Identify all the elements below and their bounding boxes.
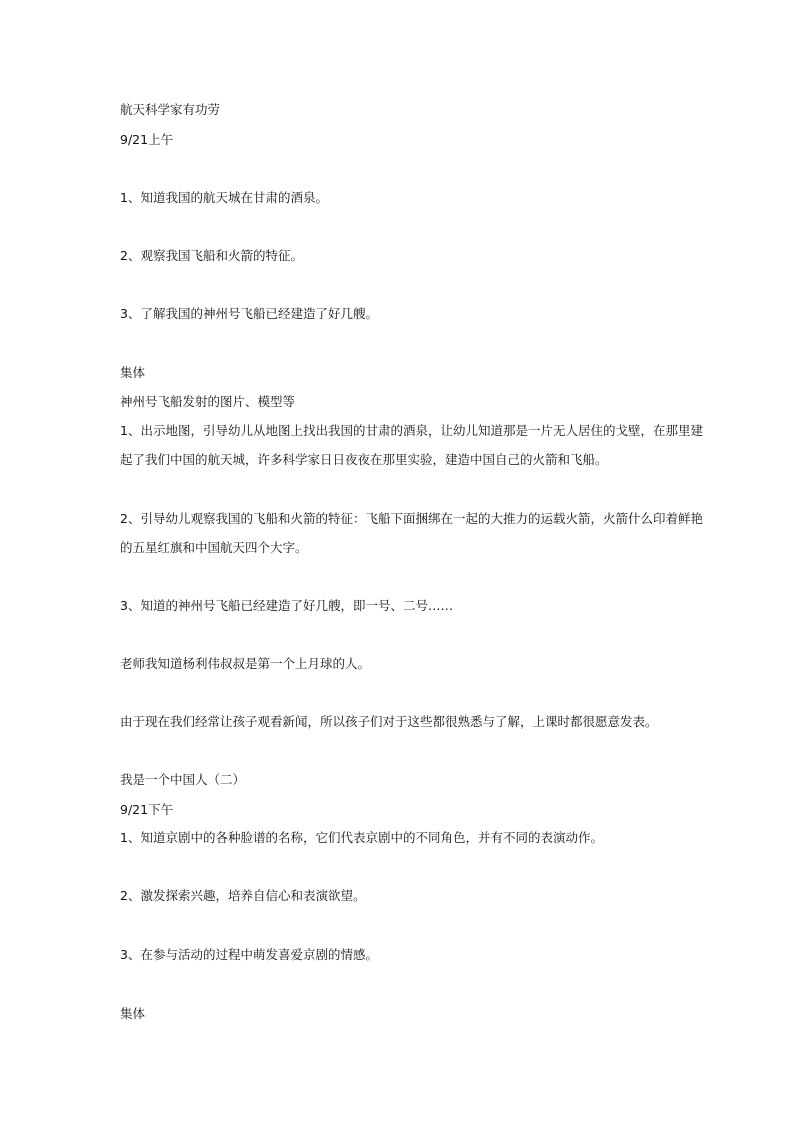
lesson1-step2-line2: 的五星红旗和中国航天四个大字。	[120, 540, 308, 555]
lesson1-child-quote: 老师我知道杨利伟叔叔是第一个上月球的人。	[120, 656, 371, 671]
lesson2-goal-3: 3、在参与活动的过程中萌发喜爱京剧的情感。	[120, 947, 378, 962]
lesson2-title: 我是一个中国人（二）	[120, 772, 246, 787]
lesson1-goal-1: 1、知道我国的航天城在甘肃的酒泉。	[120, 190, 328, 205]
lesson2-time: 9/21下午	[120, 802, 174, 817]
lesson1-form: 集体	[120, 365, 146, 380]
lesson1-goal-2: 2、观察我国飞船和火箭的特征。	[120, 248, 303, 263]
lesson2-goal-1: 1、知道京剧中的各种脸谱的名称，它们代表京剧中的不同角色，并有不同的表演动作。	[120, 830, 603, 845]
lesson1-goal-3: 3、了解我国的神州号飞船已经建造了好几艘。	[120, 306, 378, 321]
lesson1-title: 航天科学家有功劳	[120, 102, 221, 117]
lesson1-step2-line1: 2、引导幼儿观察我国的飞船和火箭的特征：飞船下面捆绑在一起的大推力的运载火箭，火箭什么印着鲜艳	[120, 511, 703, 526]
lesson2-form: 集体	[120, 1006, 146, 1021]
lesson1-step1-line1: 1、出示地图，引导幼儿从地图上找出我国的甘肃的酒泉，让幼儿知道那是一片无人居住的戈壁，在那里建	[120, 423, 703, 438]
lesson1-step1-line2: 起了我们中国的航天城，许多科学家日日夜夜在那里实验，建造中国自己的火箭和飞船。	[120, 452, 608, 467]
lesson1-time: 9/21上午	[120, 132, 174, 147]
lesson1-materials: 神州号飞船发射的图片、模型等	[120, 394, 296, 409]
lesson1-step3: 3、知道的神州号飞船已经建造了好几艘，即一号、二号……	[120, 598, 453, 613]
lesson2-goal-2: 2、激发探索兴趣，培养自信心和表演欲望。	[120, 888, 366, 903]
lesson1-reflection: 由于现在我们经常让孩子观看新闻，所以孩子们对于这些都很熟悉与了解，上课时都很愿意发表。	[120, 714, 658, 729]
